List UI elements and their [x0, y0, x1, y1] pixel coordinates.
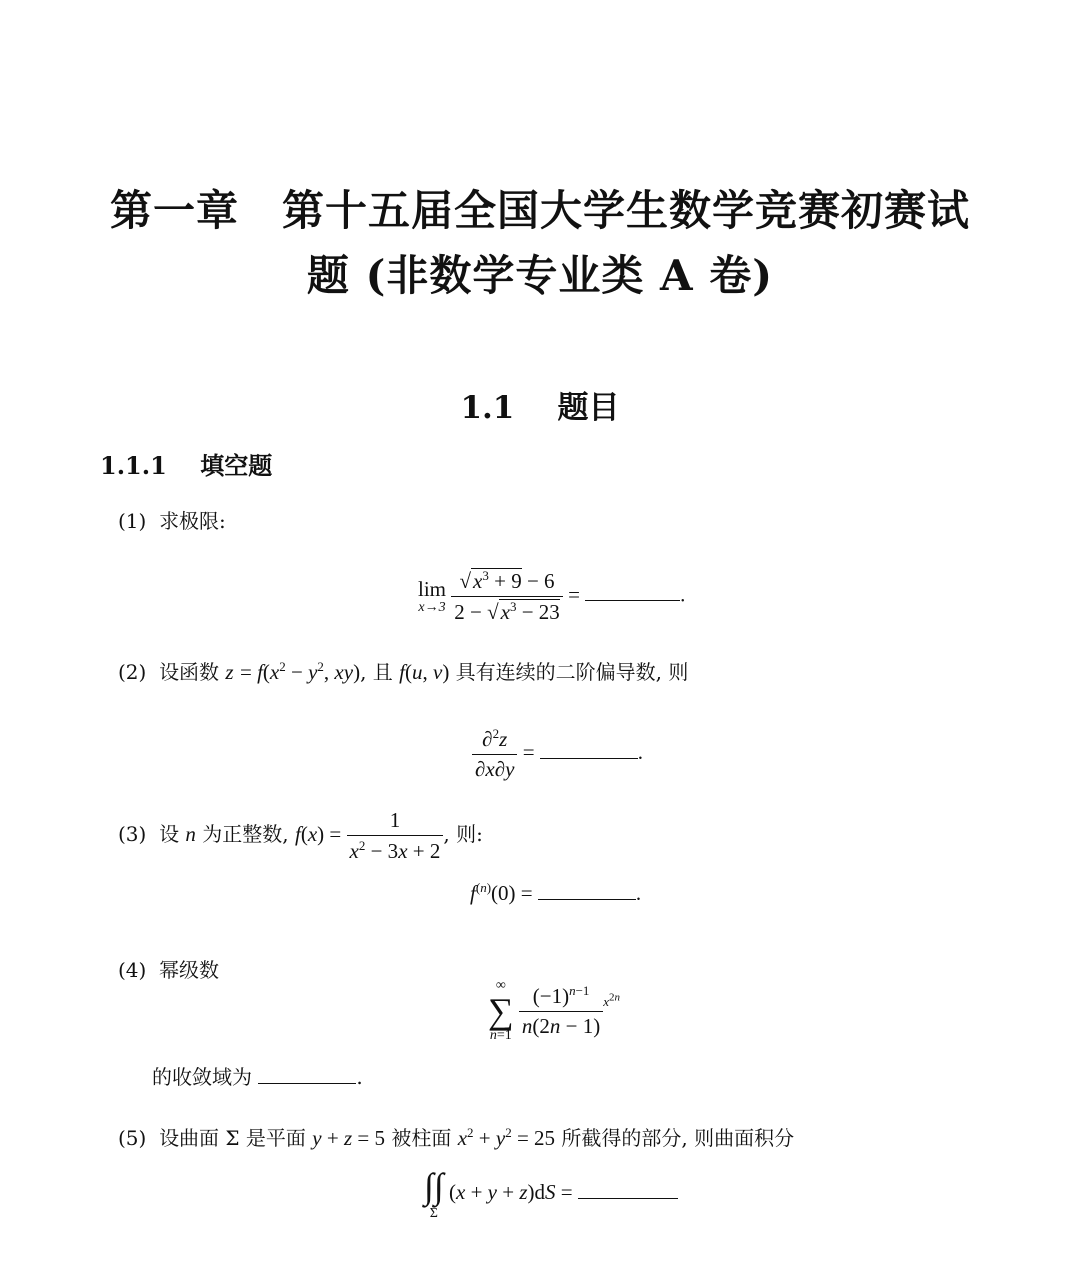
problem-text: 设曲面 Σ 是平面 [159, 1126, 306, 1150]
problem-2: (2) 设函数 $z = f(x^2 - y^2$, xy), 且 f(u, v) 具有连续的二阶偏导数, 则 [118, 659, 689, 684]
chapter-title-line-1: 第一章 第十五届全国大学生数学竞赛初赛试 [109, 186, 970, 235]
problem-text: , 则: [443, 821, 483, 846]
problem-label: (5) [118, 1126, 147, 1150]
power-series: ∞ ∑ n=1 $\frac{(-1)^{n-1}}{n(2n - 1)}$ $^{x^{2n}}$ [488, 978, 621, 1043]
section-title: 题目 [557, 390, 620, 426]
partial-derivative-equation: $\frac{\partial^2z}{\partial x\partial y}$ = . [472, 726, 643, 782]
problem-text: 被柱面 [391, 1126, 452, 1150]
problem-label: (2) [118, 660, 147, 684]
section-heading [0, 382, 1080, 427]
nth-derivative-equation: $f^{(n)}(0)$ = . [470, 880, 642, 905]
problem-text: 求极限: [159, 509, 226, 533]
problem-4 [118, 954, 219, 983]
problem-label: (4) [118, 958, 147, 982]
problem-text: 幂级数 [159, 958, 220, 982]
answer-blank[interactable] [538, 899, 636, 900]
subsection-number: 1.1.1 [100, 451, 167, 480]
answer-blank[interactable] [585, 600, 680, 601]
limit-equation: lim x→3 $\frac{√x^3 + 9 - 6}{2 - √x^3 - 23}$ = . [418, 568, 686, 624]
problem-text: 设函数 [159, 660, 220, 684]
problem-1 [118, 505, 226, 534]
problem-label: (3) [118, 821, 147, 846]
problem-text: 为正整数, [202, 821, 289, 846]
subsection-title: 填空题 [200, 451, 273, 480]
answer-blank[interactable] [540, 758, 638, 759]
section-number: 1.1 [460, 390, 515, 426]
answer-blank[interactable] [258, 1083, 356, 1084]
problem-3: (3) 设 n 为正整数, f(x) = $\frac{1}{x^2 - 3x + 2}$ , 则: [118, 808, 483, 863]
subsection-heading [100, 446, 272, 481]
problem-text: 设 [159, 821, 180, 846]
problem-text: 的收敛域为 [152, 1065, 252, 1089]
problem-text: 具有连续的二阶偏导数, 则 [455, 660, 689, 684]
surface-integral-equation: ∫∫ Σ (x + y + z)dS = [424, 1166, 678, 1222]
problem-text: , 且 [360, 660, 393, 684]
problem-label: (1) [118, 509, 147, 533]
problem-5: (5) 设曲面 Σ 是平面 y + z = 5 被柱面 $x^2 + y^2 = 25$ 所截得的部分, 则曲面积分 [118, 1125, 795, 1150]
chapter-title-line-2: 题 (非数学专业类 A 卷) [306, 251, 774, 300]
problem-text: 所截得的部分, 则曲面积分 [561, 1126, 795, 1150]
answer-blank[interactable] [578, 1198, 678, 1199]
problem-4-tail: 的收敛域为 . [152, 1065, 363, 1089]
